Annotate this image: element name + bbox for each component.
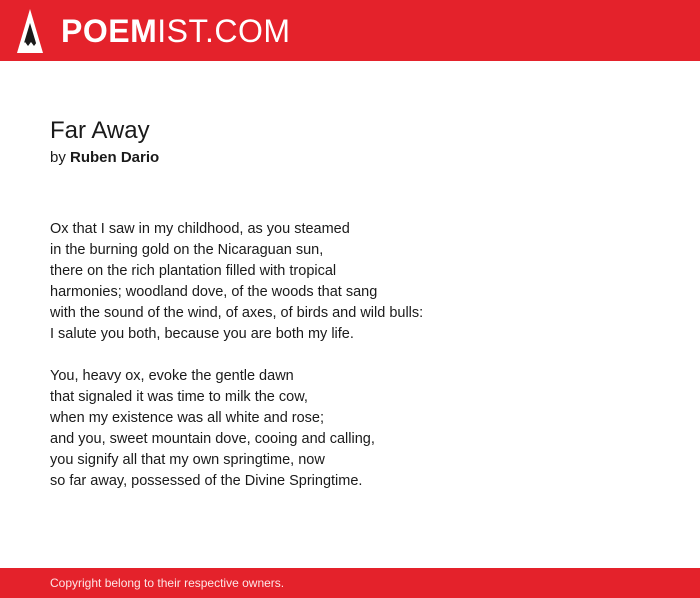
poem-line: in the burning gold on the Nicaraguan sun, (50, 242, 324, 258)
poem-title: Far Away (50, 117, 150, 144)
by-label: by (50, 149, 66, 166)
poem-line: and you, sweet mountain dove, cooing and calling, (50, 431, 375, 447)
logo-light-text: IST.COM (157, 13, 291, 49)
logo-bold-text: POEM (61, 13, 158, 49)
poem-line: when my existence was all white and rose; (50, 410, 325, 426)
site-header (0, 0, 700, 61)
poem-line: you signify all that my own springtime, now (50, 452, 325, 468)
poem-line: there on the rich plantation filled with tropical (50, 263, 337, 279)
site-footer (0, 568, 700, 598)
poem-line: Ox that I saw in my childhood, as you steamed (50, 221, 350, 237)
poem-body (50, 219, 670, 513)
poem-line: that signaled it was time to milk the cow, (50, 389, 308, 405)
stanza (50, 219, 670, 345)
author-name: Ruben Dario (70, 149, 160, 166)
pencil-tip-icon[interactable] (17, 9, 43, 53)
poem-line: with the sound of the wind, of axes, of birds and wild bulls: (50, 305, 424, 321)
site-logo[interactable] (61, 12, 291, 50)
byline (50, 148, 670, 168)
stanza (50, 366, 670, 492)
poem-line: You, heavy ox, evoke the gentle dawn (50, 368, 294, 384)
copyright-text: Copyright belong to their respective owners. (50, 576, 285, 590)
poem-line: so far away, possessed of the Divine Springtime. (50, 473, 363, 489)
poem-header (50, 116, 670, 168)
poem-line: harmonies; woodland dove, of the woods that sang (50, 284, 378, 300)
poem-line: I salute you both, because you are both my life. (50, 326, 354, 342)
